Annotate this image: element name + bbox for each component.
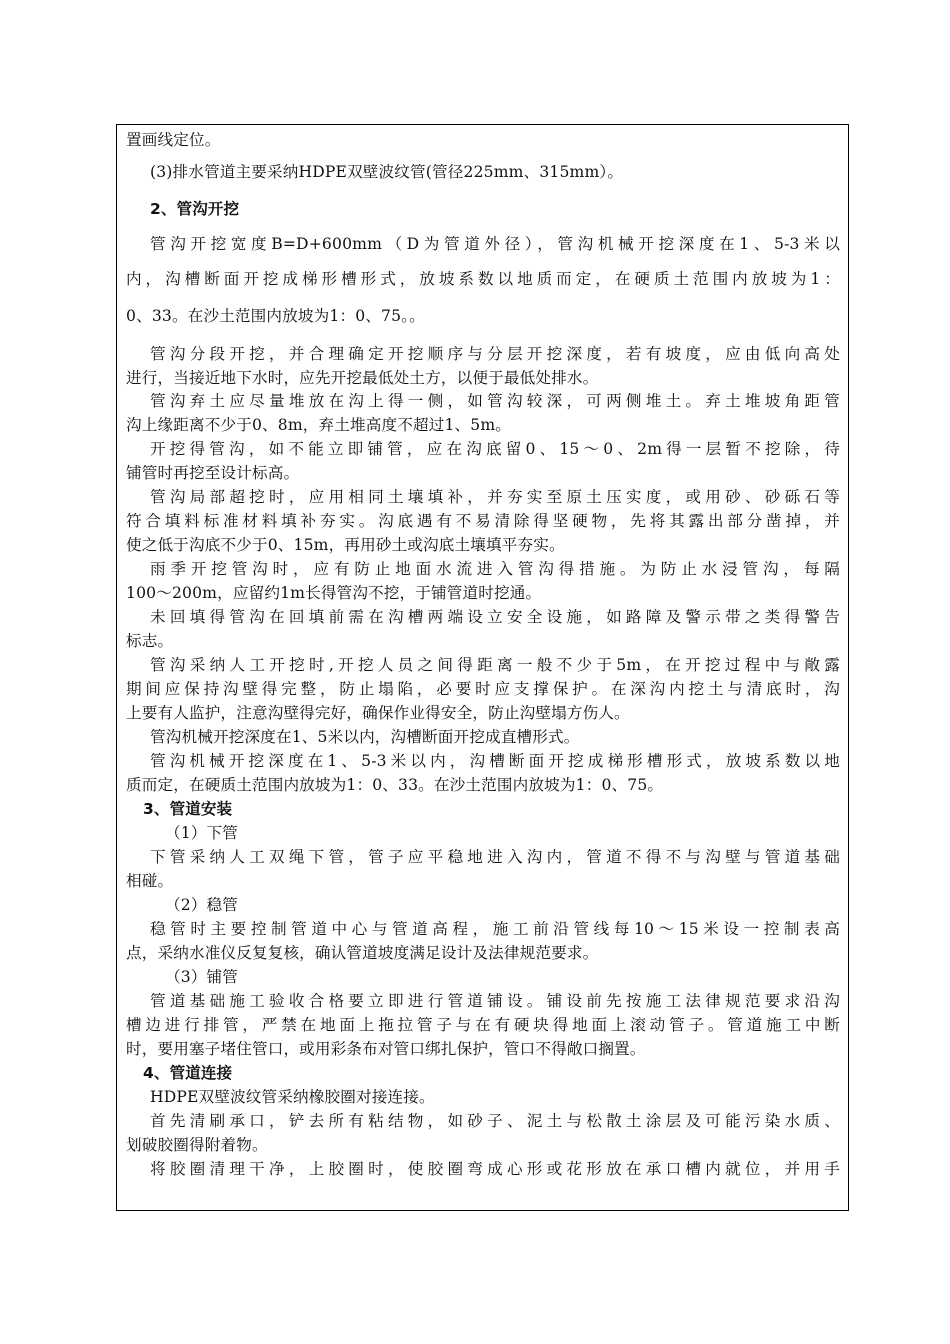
text-line: 管沟分段开挖，并合理确定开挖顺序与分层开挖深度，若有坡度，应由低向高处 <box>150 345 840 363</box>
text-line: HDPE双壁波纹管采纳橡胶圈对接连接。 <box>150 1088 435 1106</box>
subsection-heading: （1）下管 <box>165 824 239 842</box>
text-line: 管沟弃土应尽量堆放在沟上得一侧，如管沟较深，可两侧堆土。弃土堆坡角距管 <box>150 392 840 410</box>
text-line: 质而定，在硬质土范围内放坡为1：0、33。在沙土范围内放坡为1：0、75。 <box>126 776 664 794</box>
text-line: (3)排水管道主要采纳HDPE双壁波纹管(管径225mm、315mm）。 <box>150 163 624 181</box>
text-line: 沟上缘距离不少于0、8m，弃土堆高度不超过1、5m。 <box>126 416 512 434</box>
text-line: 首先清刷承口，铲去所有粘结物，如砂子、泥土与松散土涂层及可能污染水质、 <box>150 1112 840 1130</box>
text-line: 铺管时再挖至设计标高。 <box>126 464 300 482</box>
text-line: 期间应保持沟壁得完整，防止塌陷，必要时应支撑保护。在深沟内挖土与清底时，沟 <box>126 680 840 698</box>
text-line: 管沟机械开挖深度在1、5米以内，沟槽断面开挖成直槽形式。 <box>150 728 580 746</box>
text-line: 开挖得管沟，如不能立即铺管，应在沟底留0、15～0、2m得一层暂不挖除，待 <box>150 440 840 458</box>
text-line: 雨季开挖管沟时，应有防止地面水流进入管沟得措施。为防止水浸管沟，每隔 <box>150 560 840 578</box>
text-line: 点，采纳水准仪反复复核，确认管道坡度满足设计及法律规范要求。 <box>126 944 599 962</box>
text-line: 符合填料标准材料填补夯实。沟底遇有不易清除得坚硬物，先将其露出部分凿掉，并 <box>126 512 840 530</box>
text-line: 管沟局部超挖时，应用相同土壤填补，并夯实至原土压实度，或用砂、砂砾石等 <box>150 488 840 506</box>
document-table-cell <box>116 124 849 1211</box>
text-line: 相碰。 <box>126 872 174 890</box>
text-line: 时，要用塞子堵住管口，或用彩条布对管口绑扎保护，管口不得敞口搁置。 <box>126 1040 646 1058</box>
text-line: 内，沟槽断面开挖成梯形槽形式，放坡系数以地质而定，在硬质土范围内放坡为1： <box>126 270 840 288</box>
subsection-heading: （3）铺管 <box>165 968 239 986</box>
text-line: 0、33。在沙土范围内放坡为1：0、75。。 <box>126 307 425 325</box>
text-line: 将胶圈清理干净，上胶圈时，使胶圈弯成心形或花形放在承口槽内就位，并用手 <box>150 1160 840 1178</box>
text-line: 上要有人监护，注意沟壁得完好，确保作业得安全，防止沟壁塌方伤人。 <box>126 704 630 722</box>
text-line: 划破胶圈得附着物。 <box>126 1136 268 1154</box>
subsection-heading: （2）稳管 <box>165 896 239 914</box>
section-heading: 2、管沟开挖 <box>150 200 240 218</box>
text-line: 管沟开挖宽度B=D+600mm（D为管道外径），管沟机械开挖深度在1、5-3米以 <box>150 235 840 253</box>
text-line: 未回填得管沟在回填前需在沟槽两端设立安全设施，如路障及警示带之类得警告 <box>150 608 840 626</box>
text-line: 标志。 <box>126 632 174 650</box>
text-line: 槽边进行排管，严禁在地面上拖拉管子与在有硬块得地面上滚动管子。管道施工中断 <box>126 1016 840 1034</box>
text-line: 使之低于沟底不少于0、15m，再用砂土或沟底土壤填平夯实。 <box>126 536 565 554</box>
text-line: 稳管时主要控制管道中心与管道高程，施工前沿管线每10～15米设一控制表高 <box>150 920 840 938</box>
text-line: 管沟采纳人工开挖时,开挖人员之间得距离一般不少于5m，在开挖过程中与敞露 <box>150 656 840 674</box>
text-line: 进行，当接近地下水时，应先开挖最低处土方，以便于最低处排水。 <box>126 369 599 387</box>
text-line: 置画线定位。 <box>126 131 221 149</box>
text-line: 下管采纳人工双绳下管，管子应平稳地进入沟内，管道不得不与沟壁与管道基础 <box>150 848 840 866</box>
text-line: 100～200m，应留约1m长得管沟不挖，于铺管道时挖通。 <box>126 584 542 602</box>
text-line: 管道基础施工验收合格要立即进行管道铺设。铺设前先按施工法律规范要求沿沟 <box>150 992 840 1010</box>
section-heading: 4、管道连接 <box>143 1064 233 1082</box>
text-line: 管沟机械开挖深度在1、5-3米以内，沟槽断面开挖成梯形槽形式，放坡系数以地 <box>150 752 840 770</box>
section-heading: 3、管道安装 <box>143 800 233 818</box>
